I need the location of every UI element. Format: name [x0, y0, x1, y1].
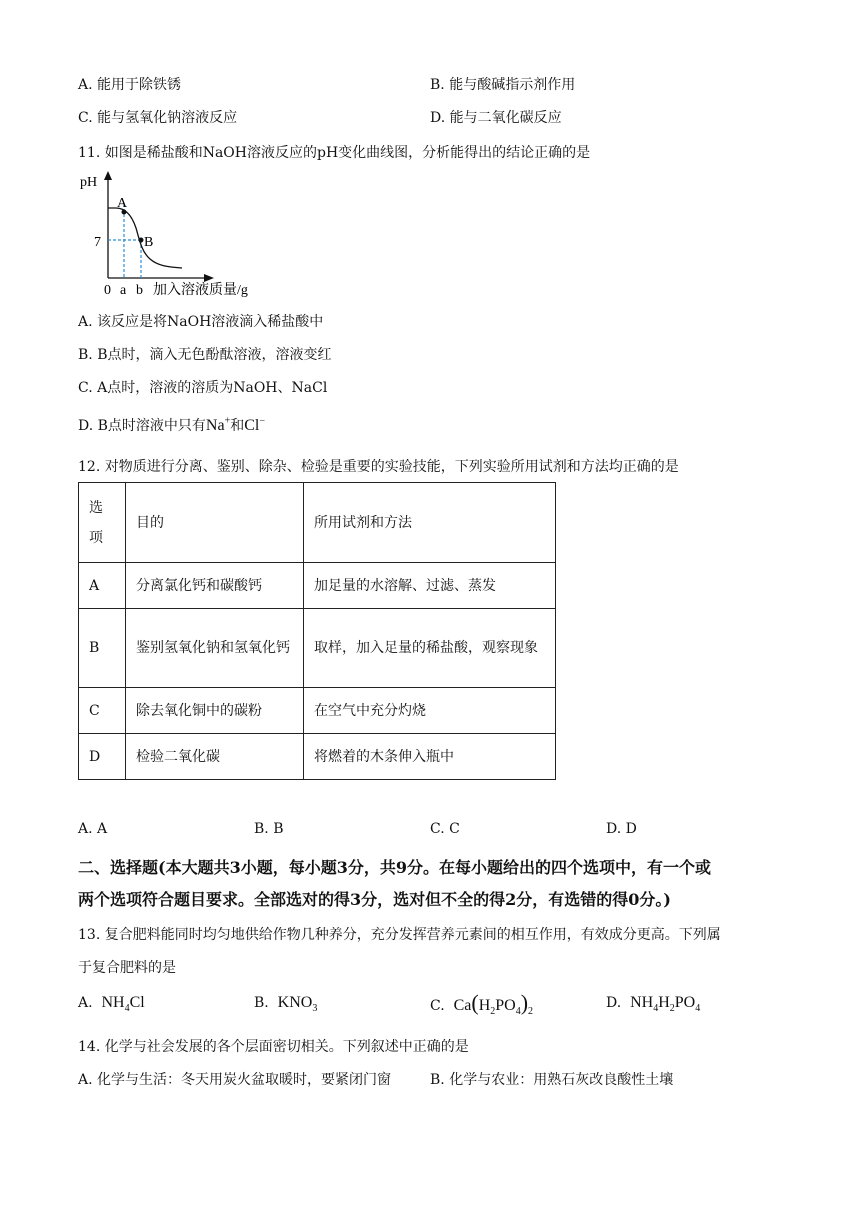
q11-option-a: A. 该反应是将NaOH溶液滴入稀盐酸中	[78, 314, 324, 330]
row-c-option: C	[79, 688, 126, 734]
row-b-method: 取样，加入足量的稀盐酸，观察现象	[304, 609, 556, 688]
formula-kno3: $KNO_3$	[277, 994, 318, 1015]
q12-stem: 12. 对物质进行分离、鉴别、除杂、检验是重要的实验技能，下列实验所用试剂和方法均正确的是	[78, 459, 679, 475]
row-b-option: B	[79, 609, 126, 688]
q14-option-b: B. 化学与农业：用熟石灰改良酸性土壤	[430, 1072, 674, 1088]
formula-nh4h2po4: $NH_4H_2PO_4$	[630, 994, 701, 1015]
table-header-row	[79, 483, 556, 563]
q13-option-b	[254, 994, 317, 1014]
y-axis-label: pH	[80, 175, 98, 190]
q12-option-a: A. A	[78, 821, 108, 837]
q11-option-d-and: 和	[230, 418, 245, 434]
q10-option-c: C. 能与氢氧化钠溶液反应	[78, 110, 238, 126]
q11-option-c: C. A点时，溶液的溶质为NaOH、NaCl	[78, 380, 328, 396]
point-a-label: A	[117, 196, 128, 211]
header-option: 选项	[79, 483, 126, 563]
q13-stem-line1: 13. 复合肥料能同时均匀地供给作物几种养分，充分发挥营养元素间的相互作用，有效成分更高。下列属	[78, 927, 721, 943]
section2-heading-line2: 两个选项符合题目要求。全部选对的得3分，选对但不全的得2分，有选错的得0分。)	[78, 890, 671, 909]
row-a-purpose: 分离氯化钙和碳酸钙	[126, 563, 304, 609]
ph-curve-figure	[80, 170, 280, 302]
header-purpose: 目的	[126, 483, 304, 563]
q13-option-a	[78, 994, 145, 1014]
q13-option-b-label: B.	[254, 995, 269, 1011]
row-d-purpose: 检验二氧化碳	[126, 734, 304, 780]
point-b-dot	[139, 238, 144, 243]
q10-option-b: B. 能与酸碱指示剂作用	[430, 77, 576, 93]
row-a-option: A	[79, 563, 126, 609]
q10-option-a: A. 能用于除铁锈	[78, 77, 182, 93]
table-row	[79, 734, 556, 780]
x-axis-label: 加入溶液质量/g	[153, 283, 248, 298]
q11-option-b: B. B点时，滴入无色酚酞溶液，溶液变红	[78, 347, 332, 363]
q11-stem: 11. 如图是稀盐酸和NaOH溶液反应的pH变化曲线图，分析能得出的结论正确的是	[78, 145, 591, 161]
q14-option-a: A. 化学与生活：冬天用炭火盆取暖时，要紧闭门窗	[78, 1072, 392, 1088]
q12-option-b: B. B	[254, 821, 284, 837]
q12-option-d: D. D	[606, 821, 637, 837]
x-tick-a: a	[120, 283, 127, 298]
q13-stem-line2: 于复合肥料的是	[78, 960, 176, 976]
q10-option-d: D. 能与二氧化碳反应	[430, 110, 562, 126]
y-axis-arrow	[104, 171, 112, 180]
row-d-method: 将燃着的木条伸入瓶中	[304, 734, 556, 780]
row-a-method: 加足量的水溶解、过滤、蒸发	[304, 563, 556, 609]
q12-table	[78, 482, 556, 780]
row-c-method: 在空气中充分灼烧	[304, 688, 556, 734]
formula-ca-h2po4-2: $Ca(H_2PO_4)_2$	[453, 990, 534, 1018]
x-axis-arrow	[204, 274, 214, 282]
q13-option-d	[606, 994, 700, 1014]
row-c-purpose: 除去氧化铜中的碳粉	[126, 688, 304, 734]
formula-nh4cl: $NH_4Cl$	[101, 994, 145, 1015]
chloride-ion: Cl−	[244, 415, 265, 434]
table-row	[79, 563, 556, 609]
section2-heading-line1: 二、选择题(本大题共3小题，每小题3分，共9分。在每小题给出的四个选项中，有一个或	[78, 858, 711, 877]
q12-option-c: C. C	[430, 821, 460, 837]
sodium-ion: Na+	[205, 415, 231, 434]
q13-option-d-label: D.	[606, 995, 622, 1011]
q14-stem: 14. 化学与社会发展的各个层面密切相关。下列叙述中正确的是	[78, 1039, 469, 1055]
x-tick-0: 0	[104, 283, 111, 298]
header-method: 所用试剂和方法	[304, 483, 556, 563]
table-row	[79, 688, 556, 734]
q13-option-a-label: A.	[78, 995, 93, 1011]
q13-option-c	[430, 990, 533, 1017]
q11-option-d	[78, 415, 265, 435]
row-b-purpose: 鉴别氢氧化钠和氢氧化钙	[126, 609, 304, 688]
point-b-label: B	[144, 235, 154, 250]
x-tick-b: b	[136, 283, 143, 298]
q13-option-c-label: C.	[430, 998, 445, 1014]
q11-option-d-prefix: D. B点时溶液中只有	[78, 418, 206, 434]
y-tick-7: 7	[94, 235, 101, 250]
table-row	[79, 609, 556, 688]
row-d-option: D	[79, 734, 126, 780]
